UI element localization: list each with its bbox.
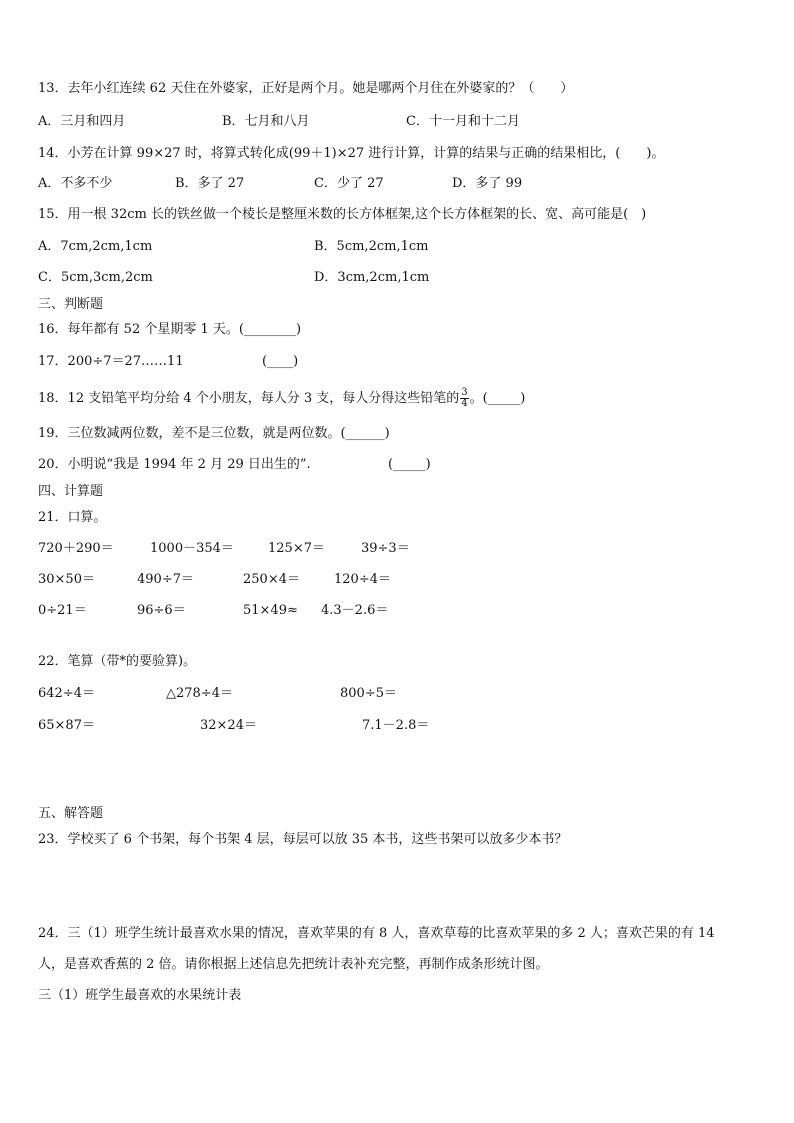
q22-item: △278÷4＝ [166, 686, 233, 701]
q21-item: 125×7＝ [268, 541, 325, 556]
q13-option-c: C．十一月和十二月 [406, 114, 520, 129]
q22-item: 65×87＝ [38, 718, 95, 733]
q21-title: 21．口算。 [38, 510, 107, 525]
q15-stem: 15．用一根 32cm 长的铁丝做一个棱长是整厘米数的长方体框架,这个长方体框架的长、宽、高可能是( ) [38, 207, 647, 222]
q13-stem: 13．去年小红连续 62 天住在外婆家，正好是两个月。她是哪两个月住在外婆家的？（ ） [38, 81, 574, 96]
q21-item: 0÷21＝ [38, 603, 87, 618]
q17-blank: (____) [262, 354, 299, 369]
q18 [38, 388, 525, 409]
q20-blank: (_____) [388, 457, 431, 472]
table-title: 三（1）班学生最喜欢的水果统计表 [38, 988, 242, 1003]
q22-title: 22．笔算（带*的要验算)。 [38, 654, 197, 669]
q18-text-before: 18．12 支铅笔平均分给 4 个小朋友，每人分 3 支，每人分得这些铅笔的 [38, 391, 460, 406]
q21-item: 250×4＝ [243, 572, 300, 587]
q20-text: 20．小明说“我是 1994 年 2 月 29 日出生的”. [38, 457, 311, 472]
q22-item: 7.1－2.8＝ [362, 718, 430, 733]
q14-option-a: A．不多不少 [38, 176, 113, 191]
q21-item: 96÷6＝ [137, 603, 186, 618]
q16: 16．每年都有 52 个星期零 1 天。(________) [38, 322, 302, 337]
q21-item: 490÷7＝ [137, 572, 194, 587]
q18-text-after: 。(_____) [469, 391, 526, 406]
q22-item: 642÷4＝ [38, 686, 95, 701]
section-title-judgement: 三、判断题 [38, 297, 104, 312]
q21-item: 120÷4＝ [334, 572, 391, 587]
q14-option-b: B．多了 27 [175, 176, 245, 191]
q18-fraction [460, 388, 468, 409]
q15-option-a: A．7cm,2cm,1cm [38, 239, 153, 254]
q15-option-d: D．3cm,2cm,1cm [314, 270, 430, 285]
q13-option-a: A．三月和四月 [38, 114, 126, 129]
q23: 23．学校买了 6 个书架，每个书架 4 层，每层可以放 35 本书，这些书架可以放多少本书？ [38, 832, 568, 847]
q13-option-b: B．七月和八月 [222, 114, 310, 129]
q21-item: 39÷3＝ [361, 541, 410, 556]
q18-fraction-numerator: 3 [461, 387, 468, 398]
q14-option-c: C．少了 27 [314, 176, 384, 191]
q21-item: 30×50＝ [38, 572, 95, 587]
q15-option-b: B．5cm,2cm,1cm [314, 239, 429, 254]
q14-stem: 14．小芳在计算 99×27 时，将算式转化成(99＋1)×27 进行计算，计算的结果与正确的结果相比，( )。 [38, 146, 665, 161]
q21-item: 51×49≈ [243, 603, 298, 618]
q24-line-2: 人，是喜欢香蕉的 2 倍。请你根据上述信息先把统计表补充完整，再制作成条形统计图。 [38, 957, 549, 972]
q22-item: 32×24＝ [200, 718, 257, 733]
q21-item: 720＋290＝ [38, 541, 114, 556]
section-title-word-problems: 五、解答题 [38, 806, 104, 821]
q18-fraction-denominator: 4 [461, 398, 468, 409]
q17-text: 17．200÷7＝27……11 [38, 354, 184, 369]
q15-option-c: C．5cm,3cm,2cm [38, 270, 153, 285]
q14-option-d: D．多了 99 [452, 176, 523, 191]
q21-item: 4.3－2.6＝ [321, 603, 389, 618]
q21-item: 1000－354＝ [150, 541, 234, 556]
q22-item: 800÷5＝ [340, 686, 397, 701]
q24-line-1: 24．三（1）班学生统计最喜欢水果的情况，喜欢苹果的有 8 人，喜欢草莓的比喜欢苹果的多 2 人；喜欢芒果的有 14 [38, 926, 715, 941]
q19: 19．三位数减两位数，差不是三位数，就是两位数。(______) [38, 426, 390, 441]
section-title-calculation: 四、计算题 [38, 484, 104, 499]
